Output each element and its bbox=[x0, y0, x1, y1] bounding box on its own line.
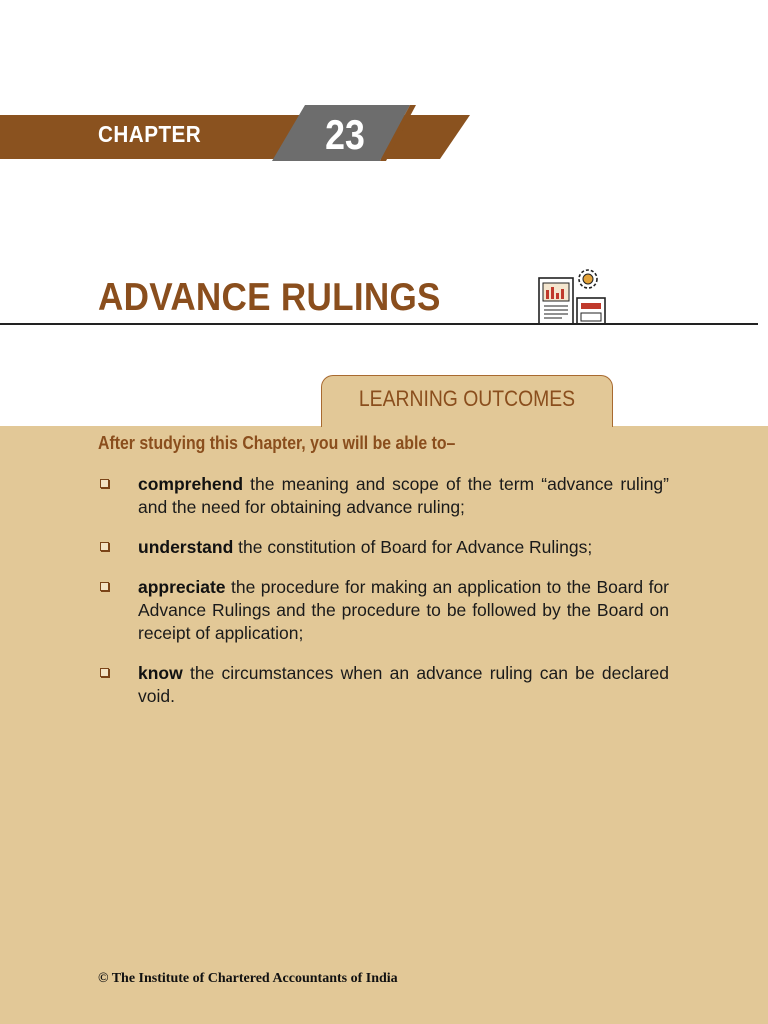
checkbox-bullet-icon bbox=[100, 542, 109, 551]
learning-outcomes-tab bbox=[321, 375, 613, 427]
outcome-keyword: comprehend bbox=[138, 474, 244, 494]
list-item bbox=[98, 473, 669, 519]
document-chart-icon bbox=[536, 268, 608, 331]
checkbox-bullet-icon bbox=[100, 582, 109, 591]
outcome-keyword: know bbox=[138, 663, 183, 683]
title-divider bbox=[0, 323, 758, 325]
list-item bbox=[98, 536, 669, 559]
outcome-keyword: appreciate bbox=[138, 577, 226, 597]
learning-outcomes-heading: LEARNING OUTCOMES bbox=[358, 386, 576, 411]
outcome-keyword: understand bbox=[138, 537, 234, 557]
chapter-label: CHAPTER bbox=[98, 121, 202, 147]
list-item bbox=[98, 576, 669, 645]
chapter-title: ADVANCE RULINGS bbox=[98, 276, 441, 319]
chapter-band bbox=[0, 115, 470, 159]
outcome-text: the constitution of Board for Advance Rulings; bbox=[233, 537, 593, 557]
checkbox-bullet-icon bbox=[100, 479, 109, 488]
outcomes-list bbox=[98, 473, 669, 725]
checkbox-bullet-icon bbox=[100, 668, 109, 677]
chapter-number: 23 bbox=[325, 111, 365, 158]
outcome-text: the meaning and scope of the term “advance ruling” and the need for obtaining advance ruling; bbox=[138, 474, 669, 517]
outcome-text: the circumstances when an advance ruling can be declared void. bbox=[138, 663, 669, 706]
intro-text: After studying this Chapter, you will be able to– bbox=[98, 433, 456, 453]
copyright-footer: © The Institute of Chartered Accountants of India bbox=[98, 971, 398, 986]
list-item bbox=[98, 662, 669, 708]
outcome-text: the procedure for making an application to the Board for Advance Rulings and the procedure to be followed by the Board on receipt of application; bbox=[138, 577, 669, 643]
